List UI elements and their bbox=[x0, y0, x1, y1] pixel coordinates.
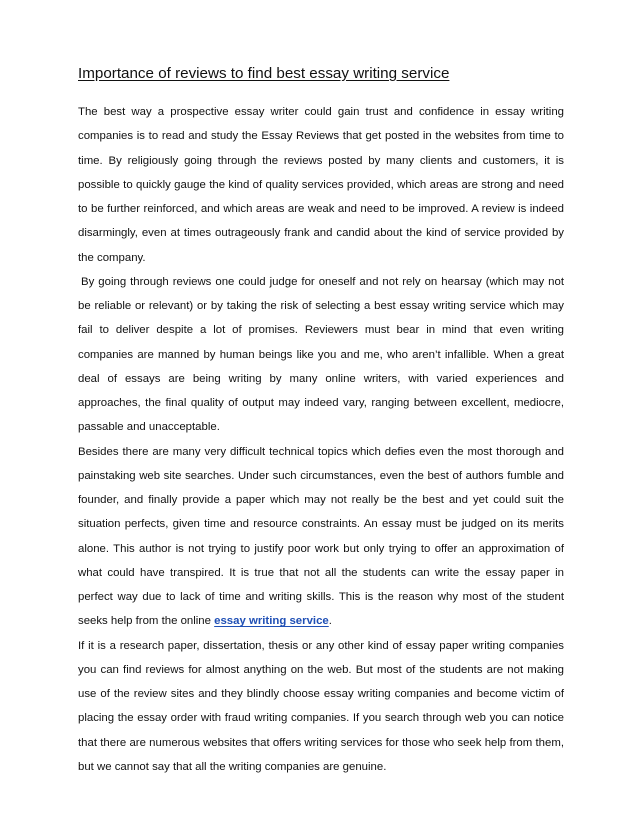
paragraph-1: The best way a prospective essay writer could gain trust and confidence in essay writing companies is to read and study the Essay Reviews that get posted in the websites from time to time. By religiously going through the reviews posted by many clients and customers, it is possible to quickly gauge the kind of quality services provided, which areas are strong and need to be further reinforced, and which areas are weak and need to be improved. A review is indeed disarmingly, even at times outrageously frank and candid about the kind of service provided by the company. bbox=[78, 106, 564, 264]
paragraph-3 bbox=[78, 440, 564, 634]
paragraph-3-end: . bbox=[328, 615, 332, 628]
document-body bbox=[78, 100, 564, 779]
paragraph-4: If it is a research paper, dissertation, thesis or any other kind of essay paper writing companies you can find reviews for almost anything on the web. But most of the students are not making use of the review sites and they blindly choose essay writing companies and become victim of placing the essay order with fraud writing companies. If you search through web you can notice that there are numerous websites that offers writing services for those who seek help from them, but we cannot say that all the writing companies are genuine. bbox=[78, 639, 564, 773]
paragraph-3-text: Besides there are many very difficult technical topics which defies even the most thorough and painstaking web site searches. Under such circumstances, even the best of authors fumble and founder, and finally provide a paper which may not really be the best and yet could suit the situation perfects, given time and resource constraints. An essay must be judged on its merits alone. This author is not trying to justify poor work but only trying to offer an approximation of what could have transpired. It is true that not all the students can write the essay paper in perfect way due to lack of time and writing skills. This is the reason why most of the student seeks help from the online bbox=[78, 445, 564, 628]
essay-writing-service-link[interactable]: essay writing service bbox=[214, 615, 329, 628]
document-title: Importance of reviews to find best essay writing service bbox=[78, 65, 450, 82]
paragraph-2: By going through reviews one could judge for oneself and not rely on hearsay (which may not be reliable or relevant) or by taking the risk of selecting a best essay writing service which may fail to deliver despite a lot of promises. Reviewers must bear in mind that even writing companies are manned by human beings like you and me, who aren’t infallible. When a great deal of essays are being writing by many online writers, with varied experiences and approaches, the final quality of output may indeed vary, ranging between excellent, mediocre, passable and unacceptable. bbox=[78, 275, 564, 434]
